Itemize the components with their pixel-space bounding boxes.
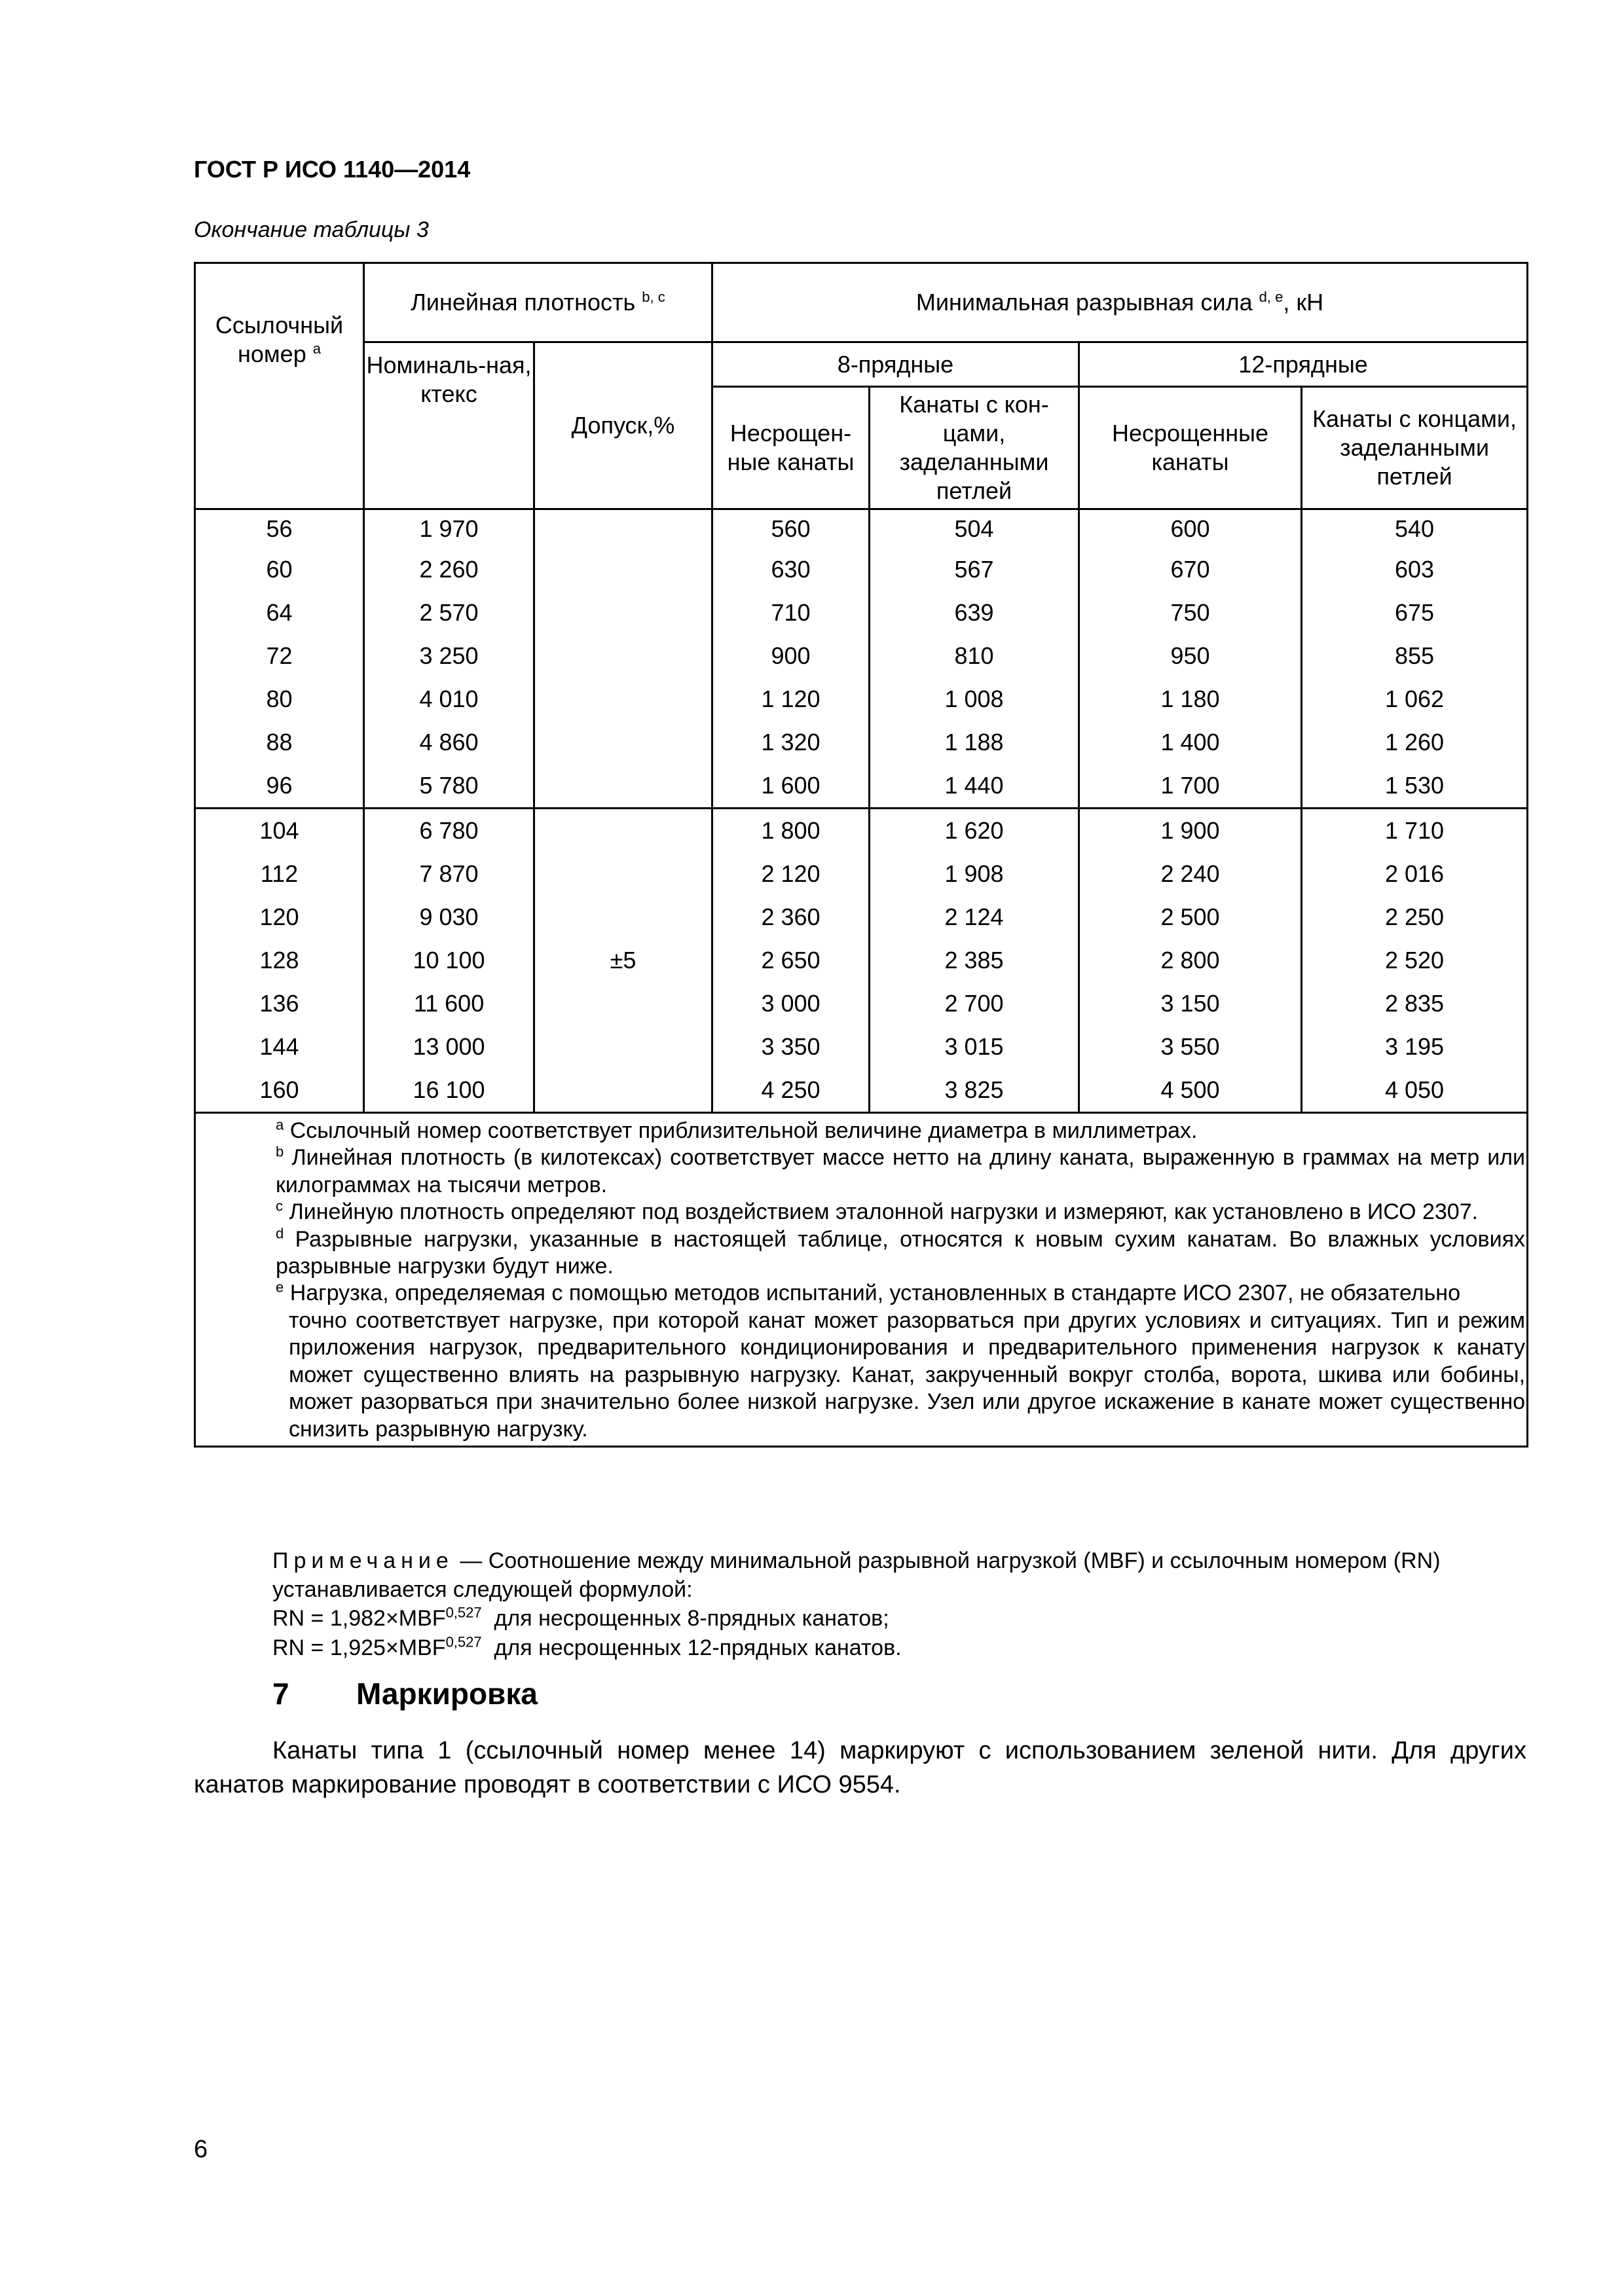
note-label: Примечание xyxy=(272,1548,454,1573)
table-cell: 1 800 xyxy=(712,808,870,852)
table-row xyxy=(195,852,1528,896)
table-cell: 1 180 xyxy=(1079,678,1302,721)
table-cell: 96 xyxy=(195,764,364,809)
table-row xyxy=(195,982,1528,1025)
table-cell: 1 120 xyxy=(712,678,870,721)
footnote-a: $^a$ Ссылочный номер соответствует приблизительной величине диаметра в миллиметрах. xyxy=(276,1116,1198,1143)
table-cell: 3 250 xyxy=(364,634,534,678)
table-cell: 2 250 xyxy=(1302,896,1528,939)
table-cell: 7 870 xyxy=(364,852,534,896)
table-cell: 1 600 xyxy=(712,764,870,809)
table-cell: 560 xyxy=(712,509,870,548)
table-cell: 4 250 xyxy=(712,1068,870,1113)
table-cell: 750 xyxy=(1079,591,1302,634)
table-row xyxy=(195,591,1528,634)
table-cell: 104 xyxy=(195,808,364,852)
footnote-c: $^c$ Линейную плотность определяют под воздействием эталонной нагрузки и измеряют, как установлено в ИСО 2307. xyxy=(276,1197,1479,1225)
table-cell: 630 xyxy=(712,548,870,591)
table-cell: 1 908 xyxy=(870,852,1079,896)
col-mbf-header: Минимальная разрывная сила $^{d, e}$, кН xyxy=(712,263,1528,342)
table-cell: 13 000 xyxy=(364,1025,534,1068)
page-number: 6 xyxy=(194,2136,208,2163)
col-8-unspliced-header: Несрощен-ные канаты xyxy=(712,387,870,509)
table-cell: 9 030 xyxy=(364,896,534,939)
table-cell: 1 710 xyxy=(1302,808,1528,852)
table-cell: 5 780 xyxy=(364,764,534,809)
tolerance-cell xyxy=(534,509,712,808)
section-heading: 7 Маркировка xyxy=(272,1677,538,1711)
table-cell: 3 550 xyxy=(1079,1025,1302,1068)
table-cell: 80 xyxy=(195,678,364,721)
col-nom-header: Номиналь-ная, ктекс xyxy=(364,342,534,509)
table-row xyxy=(195,721,1528,764)
table-cell: 1 260 xyxy=(1302,721,1528,764)
formula-12: RN = 1,925×MBF$^{0,527}$ для несрощенных 12-прядных канатов. xyxy=(272,1633,902,1660)
table-cell: 2 385 xyxy=(870,939,1079,982)
col-8-header: 8-прядные xyxy=(712,342,1079,387)
table-cell: 3 825 xyxy=(870,1068,1079,1113)
col-12-eye-header: Канаты с концами, заделанными петлей xyxy=(1302,387,1528,509)
col-8-eye-header: Канаты с кон-цами, заделанными петлей xyxy=(870,387,1079,509)
table-cell: 810 xyxy=(870,634,1079,678)
footnote-d: $^d$ Разрывные нагрузки, указанные в настоящей таблице, относятся к новым сухим канатам. Во влажных условиях разрывные нагрузки будут ниже. xyxy=(276,1225,1526,1279)
table-cell: 2 016 xyxy=(1302,852,1528,896)
table-cell: 950 xyxy=(1079,634,1302,678)
table-cell: 1 188 xyxy=(870,721,1079,764)
table-cell: 1 062 xyxy=(1302,678,1528,721)
table-row xyxy=(195,1068,1528,1113)
table-caption: Окончание таблицы 3 xyxy=(194,217,429,242)
table-cell: 64 xyxy=(195,591,364,634)
table-cell: 2 800 xyxy=(1079,939,1302,982)
table-row xyxy=(195,1025,1528,1068)
table-cell: 675 xyxy=(1302,591,1528,634)
table-cell: 2 700 xyxy=(870,982,1079,1025)
table-cell: 3 350 xyxy=(712,1025,870,1068)
table-cell: 16 100 xyxy=(364,1068,534,1113)
footnote-b: $^b$ Линейная плотность (в килотексах) соответствует массе нетто на длину каната, выраженную в граммах на метр или килограммах на тысячи метров. xyxy=(276,1143,1526,1197)
table-footnotes xyxy=(195,1112,1528,1447)
table-cell: 900 xyxy=(712,634,870,678)
table-cell: 2 360 xyxy=(712,896,870,939)
table-cell: 4 050 xyxy=(1302,1068,1528,1113)
table-cell: 2 500 xyxy=(1079,896,1302,939)
footnote-e: $^e$ Нагрузка, определяемая с помощью методов испытаний, установленных в стандарте ИСО 2307, не обязательно xyxy=(276,1279,1460,1306)
table-cell: 855 xyxy=(1302,634,1528,678)
table-cell: 504 xyxy=(870,509,1079,548)
table-cell: 1 400 xyxy=(1079,721,1302,764)
table-cell: 1 900 xyxy=(1079,808,1302,852)
table-cell: 2 520 xyxy=(1302,939,1528,982)
table-cell: 710 xyxy=(712,591,870,634)
table-cell: 56 xyxy=(195,509,364,548)
section-body: Канаты типа 1 (ссылочный номер менее 14) маркируют с использованием зеленой нити. Для других канатов маркирование проводят в соответствии с ИСО 9554. xyxy=(194,1737,1526,1799)
table-cell: 639 xyxy=(870,591,1079,634)
table-cell: 128 xyxy=(195,939,364,982)
table-cell: 6 780 xyxy=(364,808,534,852)
table-cell: 2 650 xyxy=(712,939,870,982)
table-cell: 670 xyxy=(1079,548,1302,591)
table-row xyxy=(195,808,1528,852)
table-cell: 3 000 xyxy=(712,982,870,1025)
table-cell: 1 530 xyxy=(1302,764,1528,809)
table-cell: 2 120 xyxy=(712,852,870,896)
col-ref-header: Ссылочный номер $^a$ xyxy=(195,263,364,509)
table-cell: 3 015 xyxy=(870,1025,1079,1068)
table-cell: 2 260 xyxy=(364,548,534,591)
col-12-header: 12-прядные xyxy=(1079,342,1528,387)
table-cell: 603 xyxy=(1302,548,1528,591)
table-row xyxy=(195,509,1528,548)
table-cell: 88 xyxy=(195,721,364,764)
note-block xyxy=(194,1546,1526,1662)
table-row xyxy=(195,548,1528,591)
table-cell: 600 xyxy=(1079,509,1302,548)
col-lin-header: Линейная плотность $^{b, c}$ xyxy=(364,263,712,342)
table-row xyxy=(195,896,1528,939)
table-cell: 144 xyxy=(195,1025,364,1068)
table-cell: 4 010 xyxy=(364,678,534,721)
table-row xyxy=(195,678,1528,721)
table-cell: 136 xyxy=(195,982,364,1025)
table-cell: 120 xyxy=(195,896,364,939)
table-cell: 11 600 xyxy=(364,982,534,1025)
table-cell: 567 xyxy=(870,548,1079,591)
table-row xyxy=(195,939,1528,982)
table-row xyxy=(195,764,1528,809)
table-cell: 10 100 xyxy=(364,939,534,982)
tolerance-cell: ±5 xyxy=(534,808,712,1112)
table-cell: 4 500 xyxy=(1079,1068,1302,1113)
table-cell: 72 xyxy=(195,634,364,678)
table-cell: 3 150 xyxy=(1079,982,1302,1025)
rope-strength-table xyxy=(194,262,1528,1448)
table-cell: 1 970 xyxy=(364,509,534,548)
table-cell: 2 240 xyxy=(1079,852,1302,896)
table-cell: 2 570 xyxy=(364,591,534,634)
formula-8: RN = 1,982×MBF$^{0,527}$ для несрощенных 8-прядных канатов; xyxy=(272,1605,889,1631)
table-cell: 1 620 xyxy=(870,808,1079,852)
note-text: — Соотношение между минимальной разрывной нагрузкой (MBF) и ссылочным номером (RN) устанавливается следующей формулой: xyxy=(272,1548,1441,1603)
table-cell: 2 124 xyxy=(870,896,1079,939)
table-cell: 1 700 xyxy=(1079,764,1302,809)
table-cell: 1 440 xyxy=(870,764,1079,809)
table-cell: 1 320 xyxy=(712,721,870,764)
table-row xyxy=(195,634,1528,678)
table-cell: 160 xyxy=(195,1068,364,1113)
table-cell: 60 xyxy=(195,548,364,591)
col-12-unspliced-header: Несрощенные канаты xyxy=(1079,387,1302,509)
table-cell: 3 195 xyxy=(1302,1025,1528,1068)
document-code: ГОСТ Р ИСО 1140—2014 xyxy=(194,156,471,183)
footnote-e-cont: точно соответствует нагрузке, при которой канат может разорваться при других условиях и ситуациях. Тип и режим приложения нагрузок, предварительного кондиционирования и предварительного применения нагрузок к канату может существенно влиять на разрывную нагрузку. Канат, закрученный вокруг столба, ворота, шкива или бобины, может разорваться при значительно более низкой нагрузке. Узел или другое искажение в канате может существенно снизить разрывную нагрузку. xyxy=(289,1307,1526,1442)
table-cell: 4 860 xyxy=(364,721,534,764)
table-cell: 1 008 xyxy=(870,678,1079,721)
col-tol-header: Допуск,% xyxy=(534,342,712,509)
table-cell: 112 xyxy=(195,852,364,896)
table-cell: 540 xyxy=(1302,509,1528,548)
table-cell: 2 835 xyxy=(1302,982,1528,1025)
